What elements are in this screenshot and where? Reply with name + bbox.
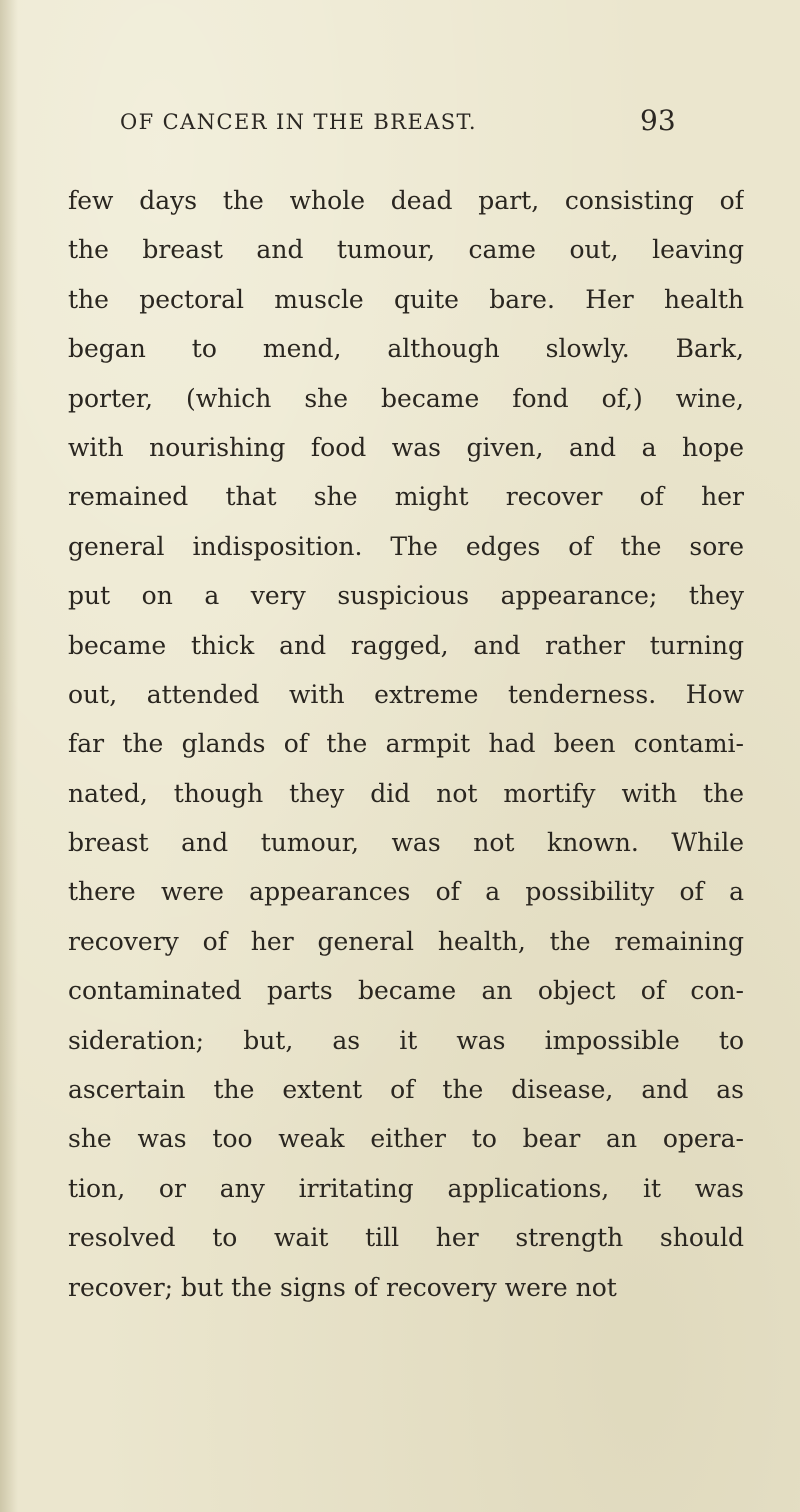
running-head-title: OF CANCER IN THE BREAST. xyxy=(120,110,477,134)
text-line: recover; but the signs of recovery were not xyxy=(68,1272,617,1302)
text-line: general indisposition. The edges of the sore xyxy=(68,531,744,561)
text-line: porter, (which she became fond of,) wine, xyxy=(68,383,744,413)
text-line: few days the whole dead part, consisting of xyxy=(68,186,744,215)
page-number: 93 xyxy=(640,104,676,137)
text-line: sideration; but, as it was impossible to xyxy=(68,1025,744,1055)
text-line: put on a very suspicious appearance; they xyxy=(68,581,744,611)
body-text xyxy=(68,176,744,1312)
text-line: with nourishing food was given, and a hope xyxy=(68,432,744,462)
text-line: far the glands of the armpit had been contami- xyxy=(68,729,744,759)
text-line: nated, though they did not mortify with the xyxy=(68,778,744,808)
text-line: resolved to wait till her strength should xyxy=(68,1223,744,1253)
running-head xyxy=(120,90,760,140)
text-line: she was too weak either to bear an opera- xyxy=(68,1124,744,1154)
text-line: ascertain the extent of the disease, and as xyxy=(68,1075,744,1105)
text-line: breast and tumour, was not known. While xyxy=(68,828,744,858)
text-line: began to mend, although slowly. Bark, xyxy=(68,334,744,364)
text-line: tion, or any irritating applications, it was xyxy=(68,1173,744,1203)
text-line: recovery of her general health, the remaining xyxy=(68,926,744,956)
text-line: remained that she might recover of her xyxy=(68,482,744,512)
page-edge-shadow xyxy=(0,0,18,1512)
text-line: there were appearances of a possibility of a xyxy=(68,877,744,907)
text-line: the pectoral muscle quite bare. Her health xyxy=(68,284,744,314)
text-line: out, attended with extreme tenderness. How xyxy=(68,679,744,709)
text-line: the breast and tumour, came out, leaving xyxy=(68,235,744,265)
text-line: contaminated parts became an object of con- xyxy=(68,976,744,1006)
text-line: became thick and ragged, and rather turning xyxy=(68,630,744,660)
